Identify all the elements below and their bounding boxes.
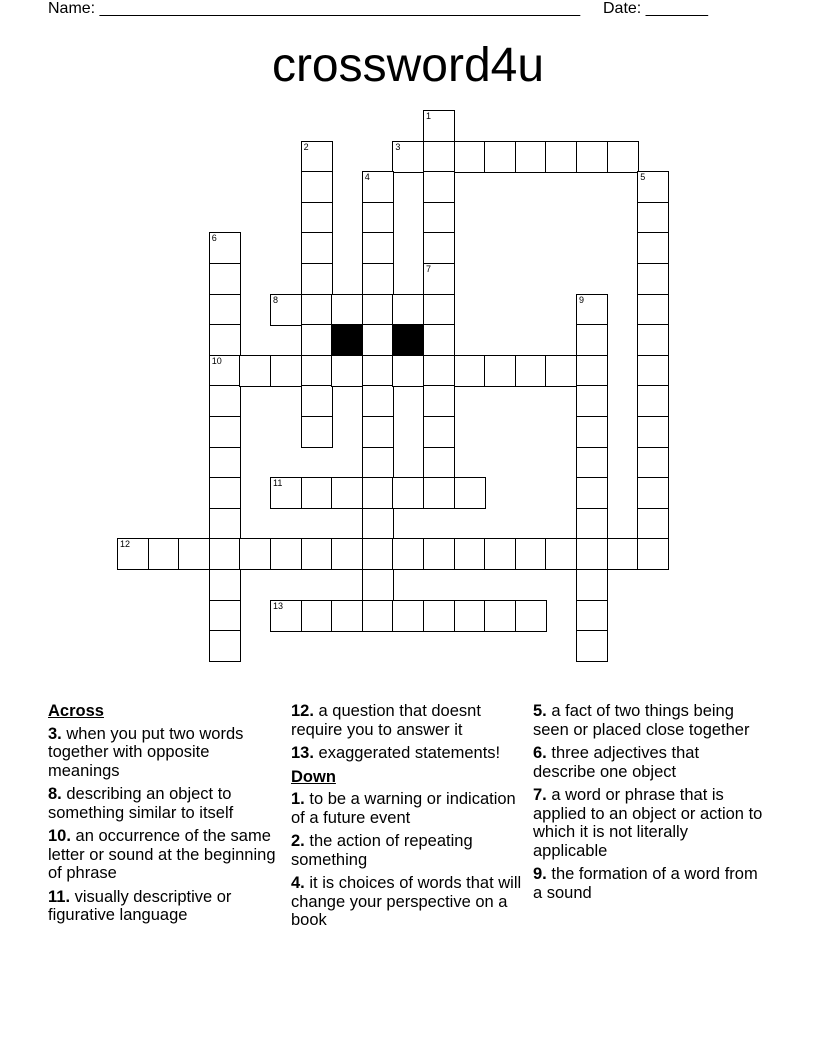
- grid-cell[interactable]: [423, 294, 455, 326]
- grid-cell[interactable]: [392, 141, 424, 173]
- grid-cell[interactable]: [239, 355, 271, 387]
- grid-cell[interactable]: [392, 600, 424, 632]
- date-label: Date:: [603, 0, 642, 17]
- grid-cell[interactable]: [454, 538, 486, 570]
- grid-cell[interactable]: [423, 202, 455, 234]
- grid-cell[interactable]: [576, 600, 608, 632]
- grid-cell[interactable]: [331, 477, 363, 509]
- clues-column-3: [533, 702, 765, 907]
- grid-cell[interactable]: [392, 355, 424, 387]
- grid-cell[interactable]: [301, 385, 333, 417]
- black-cell: [331, 324, 363, 356]
- down-heading: Down: [291, 767, 336, 786]
- grid-cell[interactable]: [545, 538, 577, 570]
- grid-cell[interactable]: [454, 141, 486, 173]
- clue-number: 1: [426, 111, 432, 121]
- grid-cell[interactable]: [270, 538, 302, 570]
- grid-cell[interactable]: [515, 141, 547, 173]
- grid-cell[interactable]: [331, 355, 363, 387]
- grid-cell[interactable]: [148, 538, 180, 570]
- grid-cell[interactable]: [484, 141, 516, 173]
- grid-cell[interactable]: [301, 477, 333, 509]
- grid-cell[interactable]: [515, 355, 547, 387]
- clue-down-5: 5. a fact of two things being seen or placed close together: [533, 702, 750, 739]
- clue-across-13: 13. exaggerated statements!: [291, 744, 501, 762]
- grid-cell[interactable]: [178, 538, 210, 570]
- grid-cell[interactable]: [362, 324, 394, 356]
- grid-cell[interactable]: [423, 385, 455, 417]
- grid-cell[interactable]: [484, 538, 516, 570]
- grid-cell[interactable]: [209, 569, 241, 601]
- grid-cell[interactable]: [576, 141, 608, 173]
- grid-cell[interactable]: [362, 385, 394, 417]
- clue-across-3: 3. when you put two words together with opposite meanings: [48, 724, 244, 780]
- grid-cell[interactable]: [301, 355, 333, 387]
- grid-cell[interactable]: [515, 538, 547, 570]
- grid-cell[interactable]: [209, 508, 241, 540]
- grid-cell[interactable]: [637, 477, 669, 509]
- clue-number: 7: [426, 264, 432, 274]
- grid-cell[interactable]: [209, 263, 241, 295]
- clue-down-9: 9. the formation of a word from a sound: [533, 865, 758, 902]
- grid-cell[interactable]: [209, 477, 241, 509]
- grid-cell[interactable]: [423, 538, 455, 570]
- grid-cell[interactable]: [576, 569, 608, 601]
- grid-cell[interactable]: [637, 416, 669, 448]
- name-label: Name:: [48, 0, 96, 17]
- grid-cell[interactable]: [637, 263, 669, 295]
- grid-cell[interactable]: [423, 110, 455, 142]
- black-cell: [392, 324, 424, 356]
- clue-number: 8: [273, 294, 279, 305]
- grid-cell[interactable]: [515, 600, 547, 632]
- clue-number: 3: [395, 141, 401, 152]
- grid-cell[interactable]: [209, 355, 241, 387]
- clue-across-12: 12. a question that doesnt require you to answer it: [291, 702, 481, 739]
- grid-cell[interactable]: [117, 538, 149, 570]
- name-field[interactable]: ______________________________________________________: [99, 0, 581, 17]
- grid-cell[interactable]: [576, 630, 608, 662]
- grid-cell[interactable]: [301, 171, 333, 203]
- grid-cell[interactable]: [423, 477, 455, 509]
- clue-number: 9: [579, 294, 585, 305]
- grid-cell[interactable]: [454, 477, 486, 509]
- grid-cell[interactable]: [576, 508, 608, 540]
- grid-cell[interactable]: [331, 600, 363, 632]
- grid-cell[interactable]: [484, 355, 516, 387]
- clue-down-1: 1. to be a warning or indication of a future event: [291, 790, 516, 827]
- grid-cell[interactable]: [423, 600, 455, 632]
- grid-cell[interactable]: [362, 171, 394, 203]
- grid-cell[interactable]: [576, 477, 608, 509]
- date-field[interactable]: _______: [645, 0, 708, 17]
- grid-cell[interactable]: [637, 294, 669, 326]
- clue-number: 13: [273, 600, 284, 611]
- grid-cell[interactable]: [423, 171, 455, 203]
- clue-down-6: 6. three adjectives that describe one object: [533, 744, 700, 781]
- grid-cell[interactable]: [209, 385, 241, 417]
- clue-number: 12: [120, 539, 131, 550]
- grid-cell[interactable]: [362, 232, 394, 264]
- grid-cell[interactable]: [637, 171, 669, 203]
- grid-cell[interactable]: [545, 355, 577, 387]
- grid-cell[interactable]: [637, 355, 669, 387]
- clue-across-11: 11. visually descriptive or figurative language: [48, 887, 232, 924]
- grid-cell[interactable]: [331, 294, 363, 326]
- clue-down-2: 2. the action of repeating something: [291, 832, 473, 869]
- grid-cell[interactable]: [301, 538, 333, 570]
- clues-column-2: [291, 702, 523, 935]
- grid-cell[interactable]: [637, 324, 669, 356]
- grid-cell[interactable]: [423, 324, 455, 356]
- grid-cell[interactable]: [209, 447, 241, 479]
- grid-cell[interactable]: [637, 385, 669, 417]
- grid-cell[interactable]: [484, 600, 516, 632]
- grid-cell[interactable]: [576, 294, 608, 326]
- clue-across-10: 10. an occurrence of the same letter or sound at the beginning of phrase: [48, 827, 276, 882]
- puzzle-title: crossword4u: [271, 39, 545, 92]
- clue-number: 4: [364, 172, 370, 183]
- grid-cell[interactable]: [423, 416, 455, 448]
- grid-cell[interactable]: [301, 416, 333, 448]
- grid-cell[interactable]: [209, 232, 241, 264]
- grid-cell[interactable]: [423, 355, 455, 387]
- grid-cell[interactable]: [362, 569, 394, 601]
- grid-cell[interactable]: [362, 202, 394, 234]
- clue-down-4: 4. it is choices of words that will change your perspective on a book: [291, 874, 522, 929]
- grid-cell[interactable]: [209, 538, 241, 570]
- grid-cell[interactable]: [270, 600, 302, 632]
- grid-cell[interactable]: [423, 141, 455, 173]
- grid-cell[interactable]: [392, 538, 424, 570]
- grid-cell[interactable]: [362, 600, 394, 632]
- clues-column-1: [48, 702, 280, 930]
- grid-cell[interactable]: [454, 355, 486, 387]
- grid-cell[interactable]: [607, 538, 639, 570]
- grid-cell[interactable]: [607, 141, 639, 173]
- grid-cell[interactable]: [301, 263, 333, 295]
- grid-cell[interactable]: [576, 324, 608, 356]
- grid-cell[interactable]: [423, 447, 455, 479]
- grid-cell[interactable]: [454, 600, 486, 632]
- grid-cell[interactable]: [576, 416, 608, 448]
- clue-down-7: 7. a word or phrase that is applied to an object or action to which it is not literally applicable: [533, 786, 763, 860]
- clue-number: 5: [640, 172, 646, 183]
- across-heading: Across: [48, 702, 104, 720]
- grid-cell[interactable]: [362, 416, 394, 448]
- grid-cell[interactable]: [362, 447, 394, 479]
- grid-cell[interactable]: [301, 294, 333, 326]
- grid-cell[interactable]: [637, 232, 669, 264]
- grid-cell[interactable]: [362, 538, 394, 570]
- clue-number: 6: [211, 233, 217, 244]
- grid-cell[interactable]: [209, 630, 241, 662]
- clue-across-8: 8. describing an object to something similar to itself: [48, 785, 234, 822]
- clue-number: 2: [303, 141, 309, 152]
- grid-cell[interactable]: [239, 538, 271, 570]
- grid-cell[interactable]: [331, 538, 363, 570]
- grid-cell[interactable]: [545, 141, 577, 173]
- grid-cell[interactable]: [362, 263, 394, 295]
- grid-cell[interactable]: [576, 447, 608, 479]
- grid-cell[interactable]: [209, 324, 241, 356]
- grid-cell[interactable]: [301, 232, 333, 264]
- grid-cell[interactable]: [576, 538, 608, 570]
- grid-cell[interactable]: [362, 508, 394, 540]
- grid-cell[interactable]: [423, 263, 455, 295]
- grid-cell[interactable]: [392, 294, 424, 326]
- grid-cell[interactable]: [362, 477, 394, 509]
- grid-cell[interactable]: [209, 294, 241, 326]
- grid-cell[interactable]: [270, 294, 302, 326]
- grid-cell[interactable]: [362, 294, 394, 326]
- grid-cell[interactable]: [637, 508, 669, 540]
- grid-cell[interactable]: [209, 416, 241, 448]
- grid-cell[interactable]: [270, 355, 302, 387]
- grid-cell[interactable]: [301, 600, 333, 632]
- grid-cell[interactable]: [362, 355, 394, 387]
- grid-cell[interactable]: [423, 232, 455, 264]
- clue-number: 11: [273, 478, 283, 489]
- clue-number: 10: [211, 355, 222, 366]
- grid-cell[interactable]: [637, 538, 669, 570]
- grid-cell[interactable]: [637, 202, 669, 234]
- grid-cell[interactable]: [270, 477, 302, 509]
- grid-cell[interactable]: [576, 385, 608, 417]
- grid-cell[interactable]: [301, 141, 333, 173]
- grid-cell[interactable]: [301, 324, 333, 356]
- grid-cell[interactable]: [209, 600, 241, 632]
- grid-cell[interactable]: [637, 447, 669, 479]
- grid-cell[interactable]: [576, 355, 608, 387]
- grid-cell[interactable]: [392, 477, 424, 509]
- grid-cell[interactable]: [301, 202, 333, 234]
